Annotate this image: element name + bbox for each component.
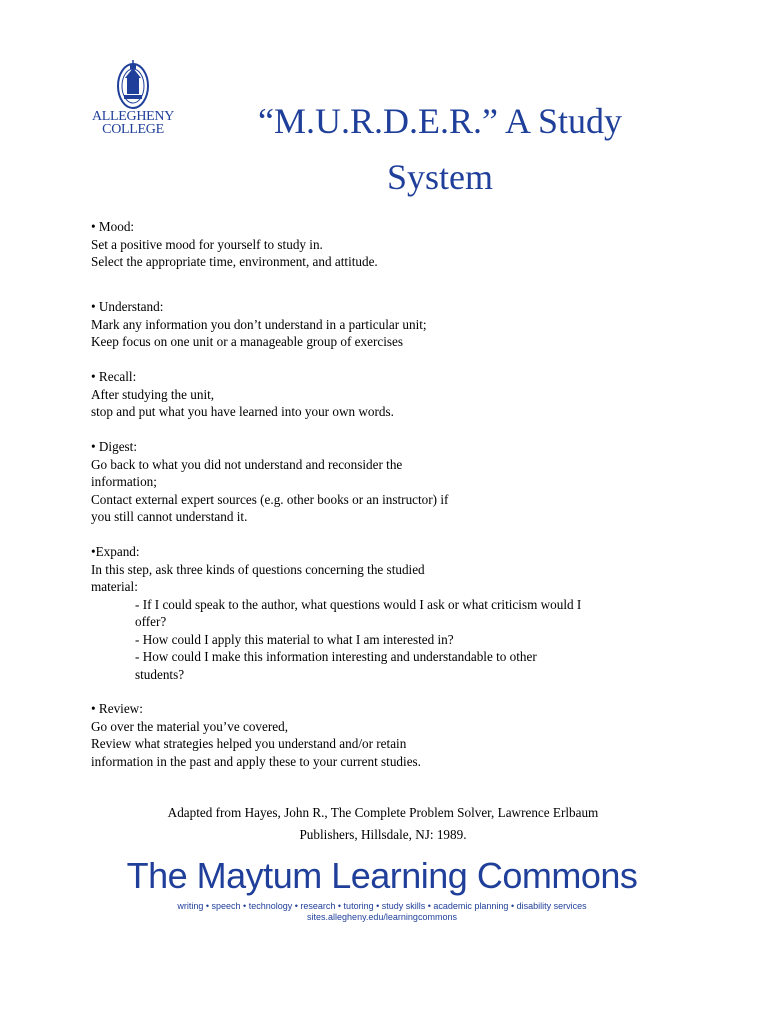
section-heading: • Recall: xyxy=(91,369,137,384)
section-line: In this step, ask three kinds of questions concerning the studied xyxy=(91,561,425,577)
section-line: Review what strategies helped you understand and/or retain xyxy=(91,736,407,751)
section-line: information in the past and apply these to your current studies. xyxy=(91,753,421,769)
title-line-1: “M.U.R.D.E.R.” A Study xyxy=(257,101,623,141)
section-expand xyxy=(91,543,691,683)
citation-line-1: Adapted from Hayes, John R., The Complete Problem Solver, Lawrence Erlbaum xyxy=(167,805,599,820)
section-heading: • Digest: xyxy=(91,439,138,454)
citation-line-2: Publishers, Hillsdale, NJ: 1989. xyxy=(299,827,467,842)
page-title xyxy=(200,93,680,205)
question-line: offer? xyxy=(135,614,167,629)
section-line: After studying the unit, xyxy=(91,386,215,402)
section-review xyxy=(91,700,691,770)
banner-url: sites.allegheny.edu/learningcommons xyxy=(307,912,457,922)
section-line: stop and put what you have learned into your own words. xyxy=(91,404,394,419)
title-line-2: System xyxy=(386,157,493,197)
banner-services: writing • speech • technology • research • tutoring • study skills • academic planning • disability services xyxy=(177,901,587,911)
section-understand xyxy=(91,298,691,351)
section-line: you still cannot understand it. xyxy=(91,509,248,524)
section-line: Go over the material you’ve covered, xyxy=(91,718,288,734)
section-line: Go back to what you did not understand and reconsider the xyxy=(91,456,403,472)
question-line: - If I could speak to the author, what questions would I ask or what criticism would I xyxy=(135,596,582,612)
allegheny-college-logo xyxy=(88,58,178,154)
section-heading: • Mood: xyxy=(91,219,135,234)
section-line: Mark any information you don’t understand in a particular unit; xyxy=(91,316,427,332)
section-recall xyxy=(91,368,691,421)
section-line: Select the appropriate time, environment, and attitude. xyxy=(91,254,378,269)
section-heading: • Review: xyxy=(91,701,143,716)
banner-title: The Maytum Learning Commons xyxy=(126,855,638,896)
section-mood xyxy=(91,218,691,271)
section-heading: •Expand: xyxy=(91,544,140,559)
section-line: Set a positive mood for yourself to study in. xyxy=(91,236,323,252)
section-digest xyxy=(91,438,691,526)
question-line: - How could I make this information interesting and understandable to other xyxy=(135,649,537,664)
question-line: students? xyxy=(135,666,185,682)
section-line: Keep focus on one unit or a manageable group of exercises xyxy=(91,334,403,349)
section-line: information; xyxy=(91,474,157,489)
section-line: material: xyxy=(91,579,138,594)
logo-line-college: COLLEGE xyxy=(102,122,164,137)
section-line: Contact external expert sources (e.g. other books or an instructor) if xyxy=(91,491,449,507)
citation xyxy=(100,802,666,846)
learning-commons-banner xyxy=(92,852,672,936)
question-line: - How could I apply this material to what I am interested in? xyxy=(135,631,454,647)
college-seal-icon xyxy=(88,58,178,110)
logo-line-allegheny: ALLEGHENY xyxy=(91,109,175,124)
section-heading: • Understand: xyxy=(91,299,164,314)
